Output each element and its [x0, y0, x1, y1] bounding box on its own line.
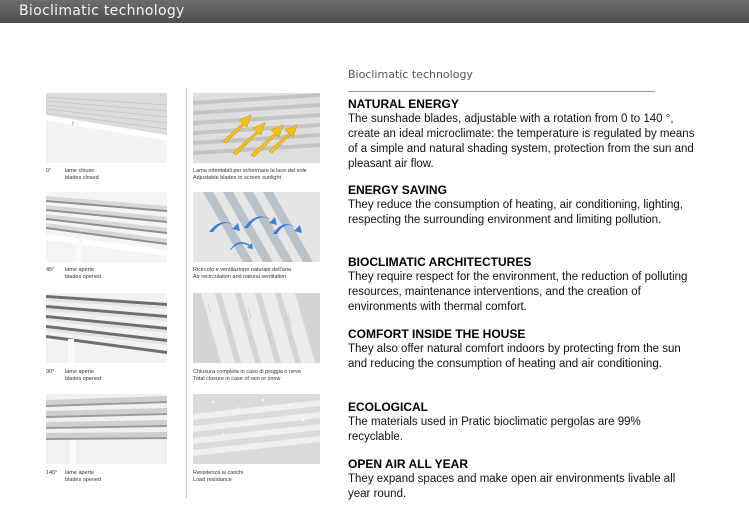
caption-en: blades opened	[65, 274, 102, 280]
caption-it: lame aperte	[65, 470, 95, 476]
caption-en: Total closure in case of rain or snow	[193, 376, 281, 382]
caption-text	[65, 168, 99, 182]
block-heading: OPEN AIR ALL YEAR	[348, 457, 469, 471]
illustration-panel	[40, 88, 340, 498]
caption-en: blades opened	[65, 376, 102, 382]
caption-it: Chiusura completa in caso di pioggia o neve	[193, 369, 301, 375]
block-comfort-inside	[348, 327, 698, 372]
caption-ventilation	[193, 267, 291, 281]
blades-45-image	[46, 192, 167, 262]
rain-closure-image	[193, 293, 320, 363]
block-body: The materials used in Pratic bioclimatic pergolas are 99% recyclable.	[348, 416, 641, 443]
load-resistance-image	[193, 394, 320, 464]
caption-en: Load resistance	[193, 477, 232, 483]
block-ecological	[348, 400, 698, 445]
block-natural-energy	[348, 97, 698, 172]
block-heading: ECOLOGICAL	[348, 400, 428, 414]
block-open-air	[348, 457, 698, 502]
caption-it: lame chiuse	[65, 168, 95, 174]
window-title: Bioclimatic technology	[19, 3, 185, 19]
caption-degree: 45°	[46, 267, 55, 273]
caption-it: Ricircolo e ventilazione naturale dell'aria	[193, 267, 291, 273]
block-body: The sunshade blades, adjustable with a rotation from 0 to 140 °, create an ideal microclimate: the temperature is regulated by means of a simple and natural shading system, protection from the sun and pleasant air flow.	[348, 113, 695, 170]
caption-degree: 140°	[46, 470, 58, 476]
block-heading: ENERGY SAVING	[348, 183, 447, 197]
sunlight-image	[193, 93, 320, 163]
blades-140-image	[46, 394, 167, 464]
block-body: They reduce the consumption of heating, air conditioning, lighting, respecting the surrounding environment and limiting pollution.	[348, 199, 683, 226]
block-heading: NATURAL ENERGY	[348, 97, 459, 111]
block-heading: COMFORT INSIDE THE HOUSE	[348, 327, 526, 341]
caption-it: lame aperte	[65, 267, 95, 273]
caption-text	[65, 470, 101, 484]
block-bioclimatic-architectures	[348, 255, 698, 315]
caption-text	[65, 267, 101, 281]
panel-divider	[186, 88, 187, 498]
caption-it: lame aperte	[65, 369, 95, 375]
caption-degree: 90°	[46, 369, 55, 375]
section-divider	[348, 91, 655, 92]
block-body: They require respect for the environment, the reduction of polluting resources, maintenance interventions, and the creation of environments with thermal comfort.	[348, 271, 688, 313]
block-energy-saving	[348, 183, 698, 228]
blades-closed-image	[46, 93, 167, 163]
caption-en: blades closed	[65, 175, 99, 181]
block-body: They also offer natural comfort indoors by protecting from the sun and reducing the consumption of heating and air conditioning.	[348, 343, 681, 370]
caption-rain-closure	[193, 369, 301, 383]
section-title: Bioclimatic technology	[348, 68, 473, 81]
block-heading: BIOCLIMATIC ARCHITECTURES	[348, 255, 532, 269]
caption-it: Lame orientabili per schermare la luce del sole	[193, 168, 307, 174]
caption-degree: 0°	[46, 168, 52, 174]
caption-it: Resistenza ai carichi	[193, 470, 244, 476]
ventilation-image	[193, 192, 320, 262]
caption-en: blades opened	[65, 477, 102, 483]
window-title-bar	[0, 0, 749, 23]
block-body: They expand spaces and make open air environments livable all year round.	[348, 473, 676, 500]
caption-en: Air recirculation and natural ventilation	[193, 274, 287, 280]
blades-90-image	[46, 293, 167, 363]
caption-load-resistance	[193, 470, 243, 484]
caption-text	[65, 369, 101, 383]
caption-en: Adjustable blades to screen sunlight	[193, 175, 282, 181]
caption-sunlight	[193, 168, 307, 182]
